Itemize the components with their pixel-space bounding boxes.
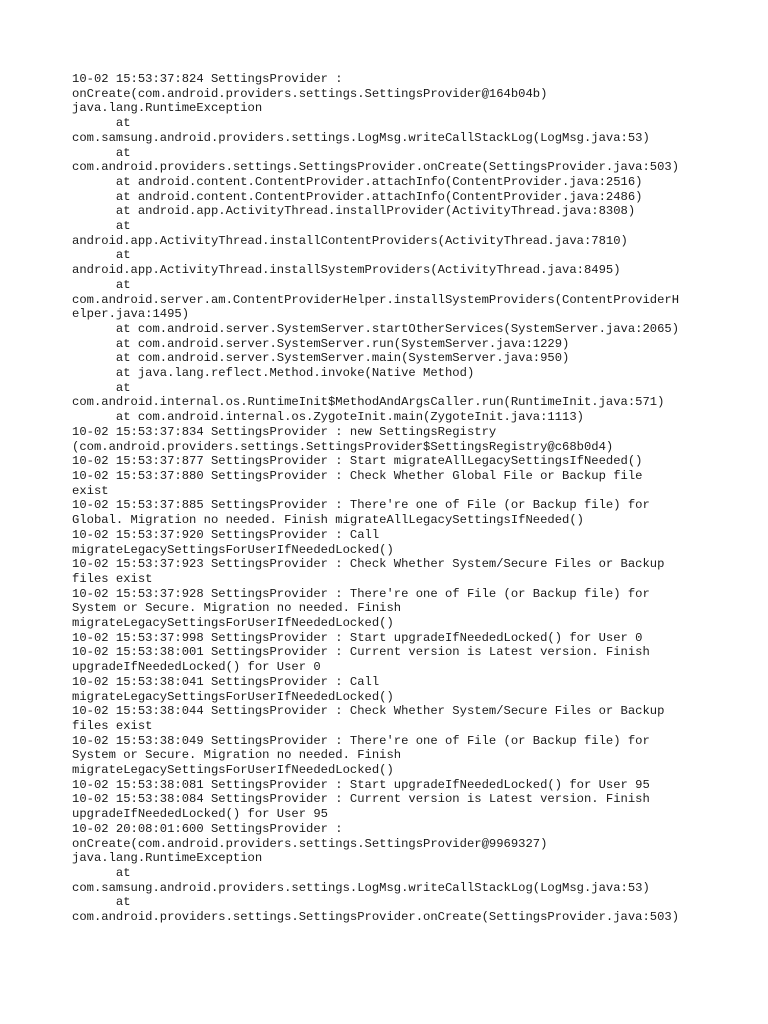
log-line: android.app.ActivityThread.installSystemProviders(ActivityThread.java:8495): [72, 263, 621, 278]
log-line: at: [72, 116, 131, 131]
log-line: android.app.ActivityThread.installContentProviders(ActivityThread.java:7810): [72, 233, 628, 248]
log-line: onCreate(com.android.providers.settings.SettingsProvider@164b04b): [72, 86, 548, 101]
log-line: com.samsung.android.providers.settings.LogMsg.writeCallStackLog(LogMsg.java:53): [72, 130, 650, 145]
log-line: 10-02 20:08:01:600 SettingsProvider :: [72, 821, 343, 836]
log-line: 10-02 15:53:37:885 SettingsProvider : There're one of File (or Backup file) for: [72, 498, 650, 513]
log-line: java.lang.RuntimeException: [72, 101, 263, 116]
log-line: 10-02 15:53:38:041 SettingsProvider : Call: [72, 674, 380, 689]
log-line: at com.android.server.SystemServer.startOtherServices(SystemServer.java:2065): [72, 321, 680, 336]
log-line: onCreate(com.android.providers.settings.SettingsProvider@9969327): [72, 836, 548, 851]
log-line: files exist: [72, 718, 153, 733]
log-line: at com.android.server.SystemServer.main(SystemServer.java:950): [72, 351, 570, 366]
log-line: upgradeIfNeededLocked() for User 0: [72, 660, 321, 675]
log-line: com.android.internal.os.RuntimeInit$MethodAndArgsCaller.run(RuntimeInit.java:571): [72, 395, 665, 410]
log-line: 10-02 15:53:37:824 SettingsProvider :: [72, 72, 343, 86]
log-line: migrateLegacySettingsForUserIfNeededLocked(): [72, 542, 394, 557]
log-line: Global. Migration no needed. Finish migrateAllLegacySettingsIfNeeded(): [72, 513, 584, 528]
log-line: at android.app.ActivityThread.installProvider(ActivityThread.java:8308): [72, 204, 636, 219]
log-line: at: [72, 865, 131, 880]
log-line: com.samsung.android.providers.settings.LogMsg.writeCallStackLog(LogMsg.java:53): [72, 880, 650, 895]
log-line: at android.content.ContentProvider.attachInfo(ContentProvider.java:2516): [72, 174, 643, 189]
log-line: 10-02 15:53:37:928 SettingsProvider : There're one of File (or Backup file) for: [72, 586, 650, 601]
log-line: elper.java:1495): [72, 307, 190, 322]
log-line: System or Secure. Migration no needed. Finish: [72, 748, 402, 763]
log-line: 10-02 15:53:38:044 SettingsProvider : Check Whether System/Secure Files or Backup: [72, 704, 665, 719]
log-line: upgradeIfNeededLocked() for User 95: [72, 807, 328, 822]
log-line: 10-02 15:53:37:877 SettingsProvider : Start migrateAllLegacySettingsIfNeeded(): [72, 454, 643, 469]
log-line: at java.lang.reflect.Method.invoke(Native Method): [72, 366, 475, 381]
log-line: 10-02 15:53:38:084 SettingsProvider : Current version is Latest version. Finish: [72, 792, 650, 807]
log-line: migrateLegacySettingsForUserIfNeededLocked(): [72, 616, 394, 631]
log-line: System or Secure. Migration no needed. Finish: [72, 601, 402, 616]
log-line: 10-02 15:53:37:998 SettingsProvider : Start upgradeIfNeededLocked() for User 0: [72, 630, 643, 645]
log-line: exist: [72, 483, 109, 498]
log-line: com.android.providers.settings.SettingsProvider.onCreate(SettingsProvider.java:503): [72, 910, 680, 925]
log-line: migrateLegacySettingsForUserIfNeededLocked(): [72, 689, 394, 704]
log-line: at android.content.ContentProvider.attachInfo(ContentProvider.java:2486): [72, 189, 643, 204]
log-line: 10-02 15:53:37:834 SettingsProvider : new SettingsRegistry: [72, 424, 497, 439]
log-line: 10-02 15:53:38:001 SettingsProvider : Current version is Latest version. Finish: [72, 645, 650, 660]
log-line: at: [72, 380, 131, 395]
log-line: (com.android.providers.settings.SettingsProvider$SettingsRegistry@c68b0d4): [72, 439, 614, 454]
log-line: 10-02 15:53:38:049 SettingsProvider : There're one of File (or Backup file) for: [72, 733, 650, 748]
log-line: java.lang.RuntimeException: [72, 851, 263, 866]
log-line: at: [72, 145, 131, 160]
log-line: at: [72, 895, 131, 910]
log-line: at: [72, 248, 131, 263]
log-line: 10-02 15:53:38:081 SettingsProvider : Start upgradeIfNeededLocked() for User 95: [72, 777, 650, 792]
log-line: files exist: [72, 571, 153, 586]
log-line: com.android.server.am.ContentProviderHelper.installSystemProviders(ContentProviderH: [72, 292, 680, 307]
log-line: 10-02 15:53:37:920 SettingsProvider : Call: [72, 527, 380, 542]
log-line: at: [72, 277, 131, 292]
log-document: [72, 72, 692, 925]
log-line: at com.android.server.SystemServer.run(SystemServer.java:1229): [72, 336, 570, 351]
log-line: 10-02 15:53:37:923 SettingsProvider : Check Whether System/Secure Files or Backup: [72, 557, 665, 572]
log-line: at: [72, 219, 131, 234]
log-line: 10-02 15:53:37:880 SettingsProvider : Check Whether Global File or Backup file: [72, 468, 643, 483]
log-line: com.android.providers.settings.SettingsProvider.onCreate(SettingsProvider.java:503): [72, 160, 680, 175]
log-line: migrateLegacySettingsForUserIfNeededLocked(): [72, 763, 394, 778]
log-line: at com.android.internal.os.ZygoteInit.main(ZygoteInit.java:1113): [72, 410, 584, 425]
